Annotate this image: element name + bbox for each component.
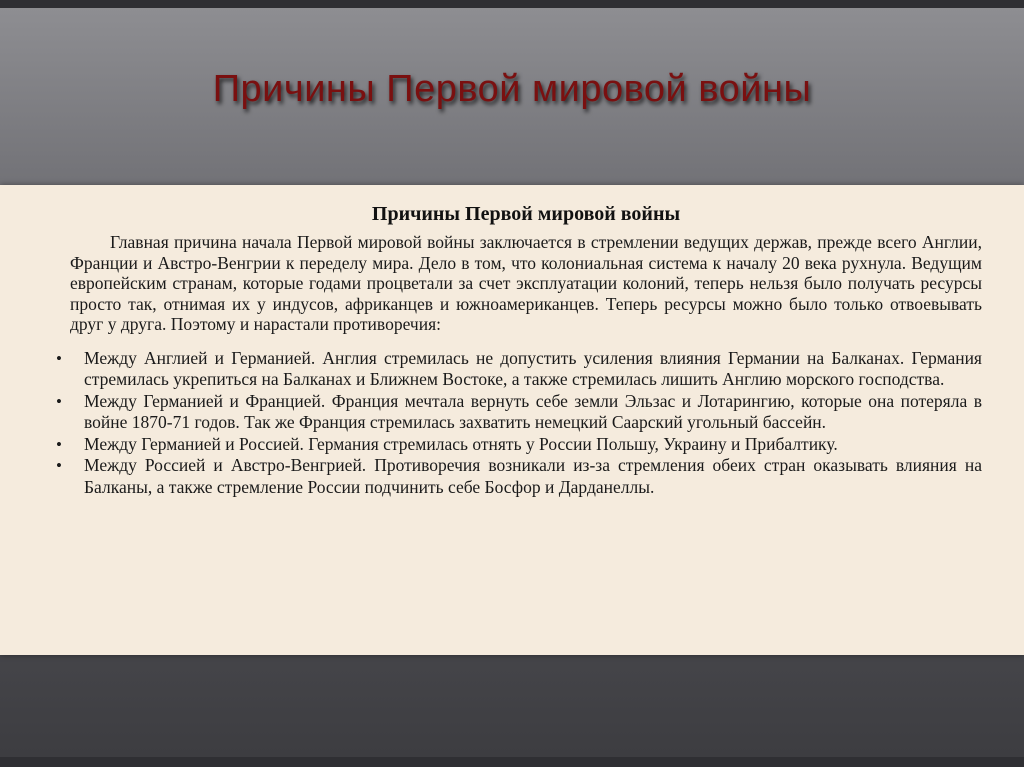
list-item-text: Между Англией и Германией. Англия стремилась не допустить усиления влияния Германии на Балканах. Германия стремилась укрепиться на Балканах и Ближнем Востоке, а также стремилась лишить Англию морского господства. (84, 347, 982, 389)
list-item (56, 390, 982, 434)
document-body (56, 185, 982, 655)
list-item-text: Между Германией и Францией. Франция мечтала вернуть себе земли Эльзас и Лотарингию, которые она потеряла в войне 1870-71 годов. Так же Франция стремилась захватить немецкий Саарский угольный бассейн. (84, 390, 982, 432)
bullet-icon: • (56, 434, 62, 454)
intro-text: Главная причина начала Первой мировой войны заключается в стремлении ведущих держав, прежде всего Англии, Франции и Австро-Венгрии к переделу мира. Дело в том, что колониальная система к началу 20 века рухнула. Ведущим европейским странам, которые годами процветали за счет эксплуатации колоний, теперь нельзя было получать ресурсы просто так, отнимая их у индусов, африканцев и южноамериканцев. Теперь ресурсы можно было только отвоевывать друг у друга. Поэтому и нарастали противоречия: (70, 232, 982, 334)
list-item-text: Между Германией и Россией. Германия стремилась отнять у России Польшу, Украину и Прибалтику. (84, 433, 838, 454)
scanned-document (0, 185, 1024, 655)
list-item (56, 347, 982, 391)
slide-title: Причины Первой мировой войны (212, 68, 812, 110)
document-heading: Причины Первой мировой войны (371, 203, 681, 225)
top-dark-band (0, 0, 1024, 8)
bullet-icon: • (56, 391, 62, 411)
list-item-text: Между Россией и Австро-Венгрией. Противоречия возникали из-за стремления обеих стран оказывать влияния на Балканы, а также стремление России подчинить себе Босфор и Дарданеллы. (84, 455, 982, 497)
list-item (56, 455, 982, 498)
bullet-icon: • (56, 456, 62, 475)
bullet-icon: • (56, 348, 62, 368)
bottom-dark-band (0, 757, 1024, 767)
list-item (56, 433, 982, 456)
intro-paragraph (70, 232, 982, 335)
causes-list (56, 347, 982, 499)
